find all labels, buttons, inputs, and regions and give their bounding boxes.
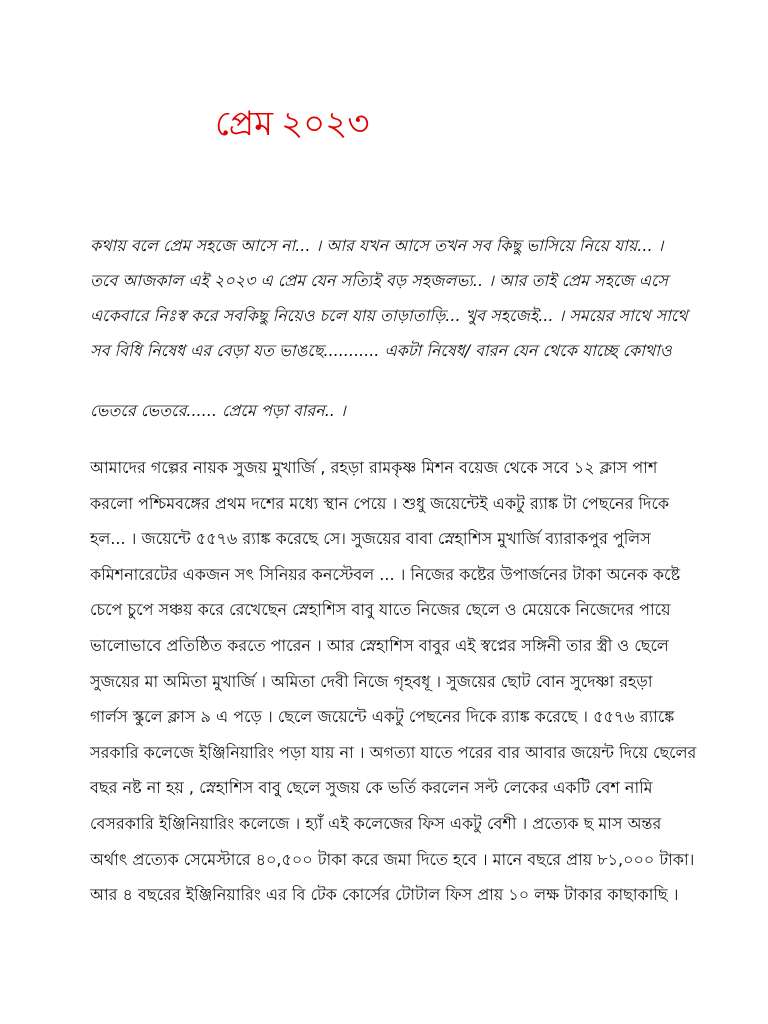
story-line: করলো পশ্চিমবঙ্গের প্রথম দশের মধ্যে স্থান পেয়ে । শুধু জয়েন্টেই একটু র‍্যাঙ্ক টা পেছনের দিকে: [90, 493, 670, 513]
title-word-year: ২০২৩: [281, 104, 370, 144]
story-line: সরকারি কলেজে ইঞ্জিনিয়ারিং পড়া যায় না । অগত্যা যাতে পরের বার আবার জয়েন্ট দিয়ে ছেলের: [90, 742, 697, 762]
story-line: হল... । জয়েন্টে ৫৫৭৬ র‍্যাঙ্ক করেছে সে। সুজয়ের বাবা স্নেহাশিস মুখার্জি ব্যারাকপুর পুলিস: [90, 529, 651, 549]
document-title: [215, 100, 370, 148]
title-word-prem: প্রেম: [215, 104, 274, 144]
story-line: বছর নষ্ট না হয় , স্নেহাশিস বাবু ছেলে সুজয় কে ভর্তি করলেন সল্ট লেকের একটি বেশ নামি: [90, 778, 653, 798]
intro-line: তবে আজকাল এই ২০২৩ এ প্রেম যেন সত্যিই বড় সহজলভ্য.. । আর তাই প্রেম সহজে এসে: [90, 271, 668, 290]
story-line: কমিশনারেটের একজন সৎ সিনিয়র কনস্টেবল ... । নিজের কষ্টের উপার্জনের টাকা অনেক কষ্টে: [90, 564, 681, 584]
story-line: চেপে চুপে সঞ্চয় করে রেখেছেন স্নেহাশিস বাবু যাতে নিজের ছেলে ও মেয়েকে নিজেদের পায়ে: [90, 600, 671, 620]
story-line: অর্থাৎ প্রত্যেক সেমেস্টারে ৪০,৫০০ টাকা করে জমা দিতে হবে । মানে বছরে প্রায় ৮১,০০০ টাকা।: [90, 849, 695, 869]
story-line: ভালোভাবে প্রতিষ্ঠিত করতে পারেন । আর স্নেহাশিস বাবুর এই স্বপ্নের সঙ্গিনী তার স্ত্রী ও ছেলে: [90, 635, 669, 655]
intro-line: কথায় বলে প্রেম সহজে আসে না... । আর যখন আসে তখন সব কিছু ভাসিয়ে নিয়ে যায়... ।: [90, 236, 664, 255]
story-paragraph: [90, 450, 697, 913]
story-line: আর ৪ বছরের ইঞ্জিনিয়ারিং এর বি টেক কোর্সের টোটাল ফিস প্রায় ১০ লক্ষ টাকার কাছাকাছি ।: [90, 885, 679, 905]
intro-line: একেবারে নিঃস্ব করে সবকিছু নিয়েও চলে যায় তাড়াতাড়ি... খুব সহজেই... । সময়ের সাথে সাথে: [90, 306, 688, 325]
story-line: সুজয়ের মা অমিতা মুখার্জি । অমিতা দেবী নিজে গৃহবধূ । সুজয়ের ছোট বোন সুদেষ্ণা রহড়া: [90, 671, 653, 691]
story-line: আমাদের গল্পের নায়ক সুজয় মুখার্জি , রহড়া রামকৃষ্ণ মিশন বয়েজ থেকে সবে ১২ ক্লাস পাশ: [90, 458, 658, 477]
story-line: গার্লস স্কুলে ক্লাস ৯ এ পড়ে । ছেলে জয়েন্টে একটু পেছনের দিকে র‍্যাঙ্ক করেছে । ৫৫৭৬ র‍্যাঙ্কে: [90, 707, 675, 727]
intro-paragraph: [90, 228, 690, 368]
intro-line: সব বিধি নিষেধ এর বেড়া যত ভাঙছে........... একটা নিষেধ/ বারন যেন থেকে যাচ্ছে কোথাও: [90, 341, 672, 360]
story-line: বেসরকারি ইঞ্জিনিয়ারিং কলেজে । হ্যাঁ এই কলেজের ফিস একটু বেশী । প্রত্যেক ছ মাস অন্তর: [90, 813, 662, 833]
intro-closing-line: ভেতরে ভেতরে...... প্রেমে পড়া বারন.. ।: [90, 401, 346, 420]
